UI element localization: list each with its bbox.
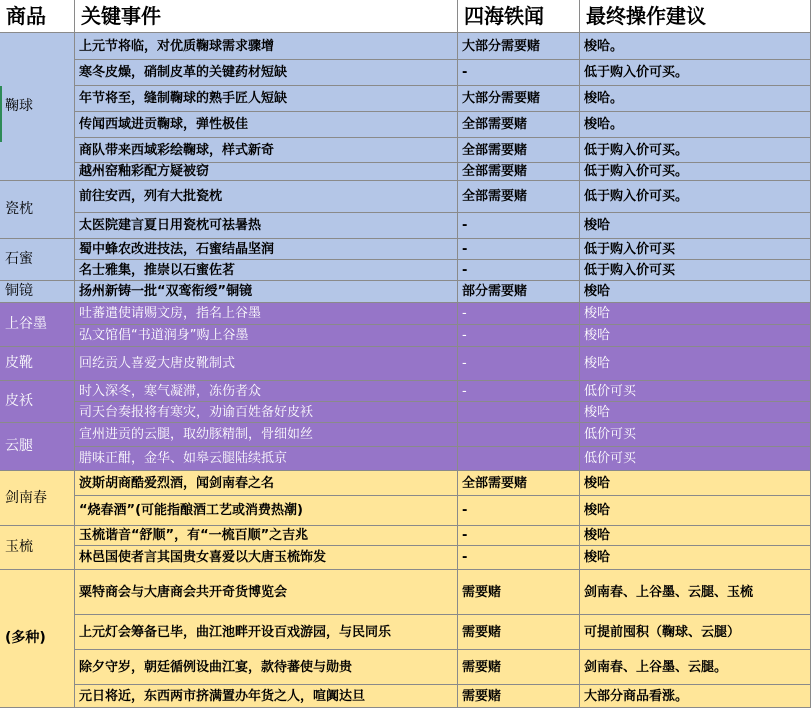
row-event-cell-text: “烧春酒”(可能指酿酒工艺或消费热潮) xyxy=(79,503,303,518)
row-news-cell[interactable] xyxy=(458,138,580,163)
row-news-cell[interactable] xyxy=(458,496,580,526)
row-event-cell-text: 弘文馆倡“书道润身”购上谷墨 xyxy=(79,328,249,343)
row-advice-cell[interactable] xyxy=(580,112,811,138)
row-event-cell[interactable] xyxy=(75,570,458,615)
row-event-cell[interactable] xyxy=(75,281,458,303)
row-news-cell-text: - xyxy=(462,356,467,371)
row-event-cell-text: 玉梳谐音“舒顺”，有“一梳百顺”之吉兆 xyxy=(79,528,309,543)
row-event-cell[interactable] xyxy=(75,546,458,570)
row-news-cell-text: - xyxy=(462,328,467,343)
header-cell[interactable] xyxy=(458,0,580,33)
row-advice-cell-text: 低价可买 xyxy=(584,451,637,466)
commodity-cell-text: 剑南春 xyxy=(5,489,47,506)
row-event-cell[interactable] xyxy=(75,650,458,685)
row-news-cell-text: 大部分需要赌 xyxy=(462,38,541,54)
commodity-cell[interactable] xyxy=(0,423,75,471)
row-news-cell-text: 全部需要赌 xyxy=(462,117,528,132)
row-advice-cell[interactable] xyxy=(580,163,811,181)
commodity-cell-text: 云腿 xyxy=(5,438,33,454)
row-news-cell-text: - xyxy=(462,383,467,399)
row-event-cell-text: 司天台奏报将有寒灾，劝谕百姓备好皮袄 xyxy=(79,404,314,420)
header-cell-text: 最终操作建议 xyxy=(586,3,706,28)
header-cell[interactable] xyxy=(0,0,75,33)
row-advice-cell[interactable] xyxy=(580,281,811,303)
row-news-cell[interactable] xyxy=(458,685,580,708)
row-news-cell[interactable] xyxy=(458,86,580,112)
row-advice-cell-text: 低于购入价可买 xyxy=(584,241,676,257)
row-news-cell[interactable] xyxy=(458,260,580,281)
row-news-cell-text: - xyxy=(462,306,467,321)
row-advice-cell[interactable] xyxy=(580,213,811,239)
row-event-cell[interactable] xyxy=(75,33,458,60)
row-news-cell-text: 需要赌 xyxy=(462,688,502,704)
row-event-cell[interactable] xyxy=(75,381,458,402)
commodity-cell[interactable] xyxy=(0,570,75,708)
row-selection-marker xyxy=(0,86,2,142)
row-news-cell[interactable] xyxy=(458,325,580,347)
row-news-cell-text: - xyxy=(462,503,468,518)
row-advice-cell-text: 梭哈 xyxy=(584,475,611,491)
row-advice-cell[interactable] xyxy=(580,615,811,650)
row-news-cell[interactable] xyxy=(458,546,580,570)
row-advice-cell-text: 梭哈。 xyxy=(584,117,624,132)
row-event-cell-text: 除夕守岁，朝廷循例设曲江宴，款待蕃使与勋贵 xyxy=(79,659,353,675)
row-advice-cell-text: 梭哈 xyxy=(584,356,611,371)
row-news-cell-text: 全部需要赌 xyxy=(462,189,528,204)
header-cell-text: 关键事件 xyxy=(81,3,161,28)
commodity-cell-text: (多种) xyxy=(5,630,46,646)
row-event-cell-text: 上元节将临，对优质鞠球需求骤增 xyxy=(79,38,275,54)
row-event-cell[interactable] xyxy=(75,402,458,423)
row-advice-cell-text: 低价可买 xyxy=(584,427,637,442)
row-event-cell-text: 年节将至，缝制鞠球的熟手匠人短缺 xyxy=(79,91,288,106)
row-news-cell-text: 大部分需要赌 xyxy=(462,91,541,106)
commodity-cell-text: 皮袄 xyxy=(5,393,33,409)
row-news-cell[interactable] xyxy=(458,303,580,325)
row-news-cell[interactable] xyxy=(458,181,580,213)
row-news-cell[interactable] xyxy=(458,60,580,86)
row-advice-cell[interactable] xyxy=(580,447,811,471)
row-event-cell-text: 传闻西域进贡鞠球，弹性极佳 xyxy=(79,117,249,132)
row-news-cell-text: 全部需要赌 xyxy=(462,164,528,179)
row-news-cell[interactable] xyxy=(458,570,580,615)
row-event-cell[interactable] xyxy=(75,526,458,546)
row-advice-cell[interactable] xyxy=(580,526,811,546)
row-advice-cell-text: 可提前囤积（鞠球、云腿） xyxy=(584,624,741,640)
row-event-cell[interactable] xyxy=(75,112,458,138)
row-news-cell-text: - xyxy=(462,218,468,233)
row-news-cell[interactable] xyxy=(458,381,580,402)
row-advice-cell[interactable] xyxy=(580,381,811,402)
row-event-cell-text: 波斯胡商酷爱烈酒，闻剑南春之名 xyxy=(79,475,275,491)
row-news-cell[interactable] xyxy=(458,163,580,181)
row-event-cell-text: 宣州进贡的云腿，取幼豚精制，骨细如丝 xyxy=(79,427,314,442)
commodity-cell-text: 皮靴 xyxy=(5,355,33,371)
row-advice-cell[interactable] xyxy=(580,181,811,213)
row-advice-cell-text: 大部分商品看涨。 xyxy=(584,688,689,704)
row-advice-cell[interactable] xyxy=(580,423,811,447)
row-event-cell[interactable] xyxy=(75,60,458,86)
row-advice-cell-text: 梭哈 xyxy=(584,306,611,321)
commodity-cell[interactable] xyxy=(0,303,75,347)
row-news-cell[interactable] xyxy=(458,615,580,650)
row-news-cell[interactable] xyxy=(458,112,580,138)
commodity-cell[interactable] xyxy=(0,347,75,381)
row-advice-cell[interactable] xyxy=(580,546,811,570)
row-news-cell-text: 需要赌 xyxy=(462,584,502,600)
row-event-cell-text: 林邑国使者言其国贵女喜爱以大唐玉梳饰发 xyxy=(79,550,327,565)
row-news-cell[interactable] xyxy=(458,33,580,60)
row-advice-cell-text: 低于购入价可买。 xyxy=(584,189,689,204)
row-event-cell[interactable] xyxy=(75,138,458,163)
row-news-cell-text: 需要赌 xyxy=(462,624,502,640)
row-event-cell-text: 元日将近，东西两市挤满置办年货之人，喧阗达旦 xyxy=(79,688,366,704)
row-event-cell[interactable] xyxy=(75,471,458,496)
commodity-cell-text: 瓷枕 xyxy=(5,201,33,217)
commodity-cell-text: 鞠球 xyxy=(5,98,33,114)
row-advice-cell-text: 梭哈 xyxy=(584,284,611,299)
row-news-cell-text: - xyxy=(462,528,468,543)
row-advice-cell-text: 低于购入价可买。 xyxy=(584,164,689,179)
row-event-cell-text: 扬州新铸一批“双鸾衔绶”铜镜 xyxy=(79,284,253,299)
row-advice-cell-text: 梭哈 xyxy=(584,218,611,233)
row-advice-cell[interactable] xyxy=(580,260,811,281)
row-news-cell-text: - xyxy=(462,65,468,80)
row-news-cell[interactable] xyxy=(458,447,580,471)
row-advice-cell[interactable] xyxy=(580,347,811,381)
row-news-cell[interactable] xyxy=(458,347,580,381)
commodity-cell-text: 上谷墨 xyxy=(5,316,47,332)
row-news-cell[interactable] xyxy=(458,423,580,447)
commodity-cell-text: 铜镜 xyxy=(5,283,33,299)
row-news-cell[interactable] xyxy=(458,650,580,685)
row-advice-cell-text: 低于购入价可买 xyxy=(584,262,676,278)
row-news-cell-text: - xyxy=(462,262,468,278)
row-advice-cell[interactable] xyxy=(580,325,811,347)
row-event-cell[interactable] xyxy=(75,86,458,112)
row-advice-cell[interactable] xyxy=(580,496,811,526)
row-event-cell[interactable] xyxy=(75,181,458,213)
row-advice-cell-text: 梭哈 xyxy=(584,503,611,518)
row-news-cell[interactable] xyxy=(458,526,580,546)
header-cell[interactable] xyxy=(580,0,811,33)
row-news-cell-text: 需要赌 xyxy=(462,659,502,675)
row-advice-cell[interactable] xyxy=(580,303,811,325)
row-event-cell-text: 寒冬皮燥，硝制皮革的关键药材短缺 xyxy=(79,65,288,80)
row-advice-cell-text: 梭哈 xyxy=(584,550,611,565)
row-event-cell[interactable] xyxy=(75,260,458,281)
commodity-cell[interactable] xyxy=(0,33,75,181)
row-event-cell-text: 粟特商会与大唐商会共开奇货博览会 xyxy=(79,584,288,600)
row-advice-cell-text: 梭哈 xyxy=(584,404,611,420)
row-news-cell[interactable] xyxy=(458,213,580,239)
commodity-cell[interactable] xyxy=(0,471,75,526)
row-event-cell-text: 腊味正酣，金华、如皋云腿陆续抵京 xyxy=(79,451,288,466)
row-event-cell[interactable] xyxy=(75,347,458,381)
row-event-cell-text: 时入深冬，寒气凝滞，冻伤者众 xyxy=(79,383,262,399)
row-advice-cell[interactable] xyxy=(580,60,811,86)
row-advice-cell[interactable] xyxy=(580,33,811,60)
row-advice-cell[interactable] xyxy=(580,138,811,163)
row-event-cell-text: 上元灯会筹备已毕，曲江池畔开设百戏游园，与民同乐 xyxy=(79,624,392,640)
row-news-cell[interactable] xyxy=(458,402,580,423)
row-event-cell[interactable] xyxy=(75,303,458,325)
row-event-cell[interactable] xyxy=(75,423,458,447)
row-event-cell-text: 越州窑釉彩配方疑被窃 xyxy=(79,164,210,179)
row-event-cell-text: 前往安西，列有大批瓷枕 xyxy=(79,189,223,204)
row-news-cell-text: - xyxy=(462,241,468,257)
row-advice-cell[interactable] xyxy=(580,471,811,496)
commodity-cell[interactable] xyxy=(0,526,75,570)
row-event-cell[interactable] xyxy=(75,615,458,650)
row-event-cell[interactable] xyxy=(75,325,458,347)
row-event-cell[interactable] xyxy=(75,685,458,708)
row-news-cell-text: 全部需要赌 xyxy=(462,475,528,491)
row-advice-cell-text: 剑南春、上谷墨、云腿、玉梳 xyxy=(584,584,754,600)
row-news-cell-text: 部分需要赌 xyxy=(462,284,528,299)
commodity-cell-text: 玉梳 xyxy=(5,539,33,555)
commodity-cell[interactable] xyxy=(0,239,75,281)
row-advice-cell-text: 剑南春、上谷墨、云腿。 xyxy=(584,659,728,675)
row-event-cell[interactable] xyxy=(75,447,458,471)
row-advice-cell-text: 梭哈。 xyxy=(584,91,624,106)
row-event-cell[interactable] xyxy=(75,163,458,181)
row-event-cell-text: 回纥贡人喜爱大唐皮靴制式 xyxy=(79,356,236,371)
row-event-cell[interactable] xyxy=(75,496,458,526)
row-advice-cell[interactable] xyxy=(580,402,811,423)
row-advice-cell-text: 低价可买 xyxy=(584,383,637,399)
row-advice-cell-text: 低于购入价可买。 xyxy=(584,142,689,158)
row-advice-cell[interactable] xyxy=(580,570,811,615)
commodity-cell[interactable] xyxy=(0,181,75,239)
header-cell-text: 四海铁闻 xyxy=(464,3,544,28)
row-advice-cell-text: 梭哈 xyxy=(584,528,611,543)
header-cell[interactable] xyxy=(75,0,458,33)
row-advice-cell[interactable] xyxy=(580,650,811,685)
row-event-cell[interactable] xyxy=(75,239,458,260)
row-advice-cell[interactable] xyxy=(580,239,811,260)
row-advice-cell-text: 梭哈。 xyxy=(584,38,624,54)
header-cell-text: 商品 xyxy=(6,3,46,28)
row-advice-cell-text: 梭哈 xyxy=(584,328,611,343)
row-news-cell[interactable] xyxy=(458,239,580,260)
row-event-cell-text: 吐蕃遣使请赐文房，指名上谷墨 xyxy=(79,306,262,321)
row-event-cell-text: 商队带来西域彩绘鞠球，样式新奇 xyxy=(79,142,275,158)
row-advice-cell[interactable] xyxy=(580,86,811,112)
row-news-cell-text: - xyxy=(462,550,468,565)
commodity-cell-text: 石蜜 xyxy=(5,251,33,267)
row-news-cell[interactable] xyxy=(458,471,580,496)
row-advice-cell[interactable] xyxy=(580,685,811,708)
commodity-cell[interactable] xyxy=(0,381,75,423)
row-news-cell-text: 全部需要赌 xyxy=(462,142,528,158)
row-event-cell-text: 名士雅集，推崇以石蜜佐茗 xyxy=(79,262,236,278)
row-news-cell[interactable] xyxy=(458,281,580,303)
row-event-cell-text: 太医院建言夏日用瓷枕可祛暑热 xyxy=(79,218,262,233)
commodity-cell[interactable] xyxy=(0,281,75,303)
row-event-cell-text: 蜀中蜂农改进技法，石蜜结晶坚润 xyxy=(79,241,275,257)
row-event-cell[interactable] xyxy=(75,213,458,239)
row-advice-cell-text: 低于购入价可买。 xyxy=(584,65,689,80)
